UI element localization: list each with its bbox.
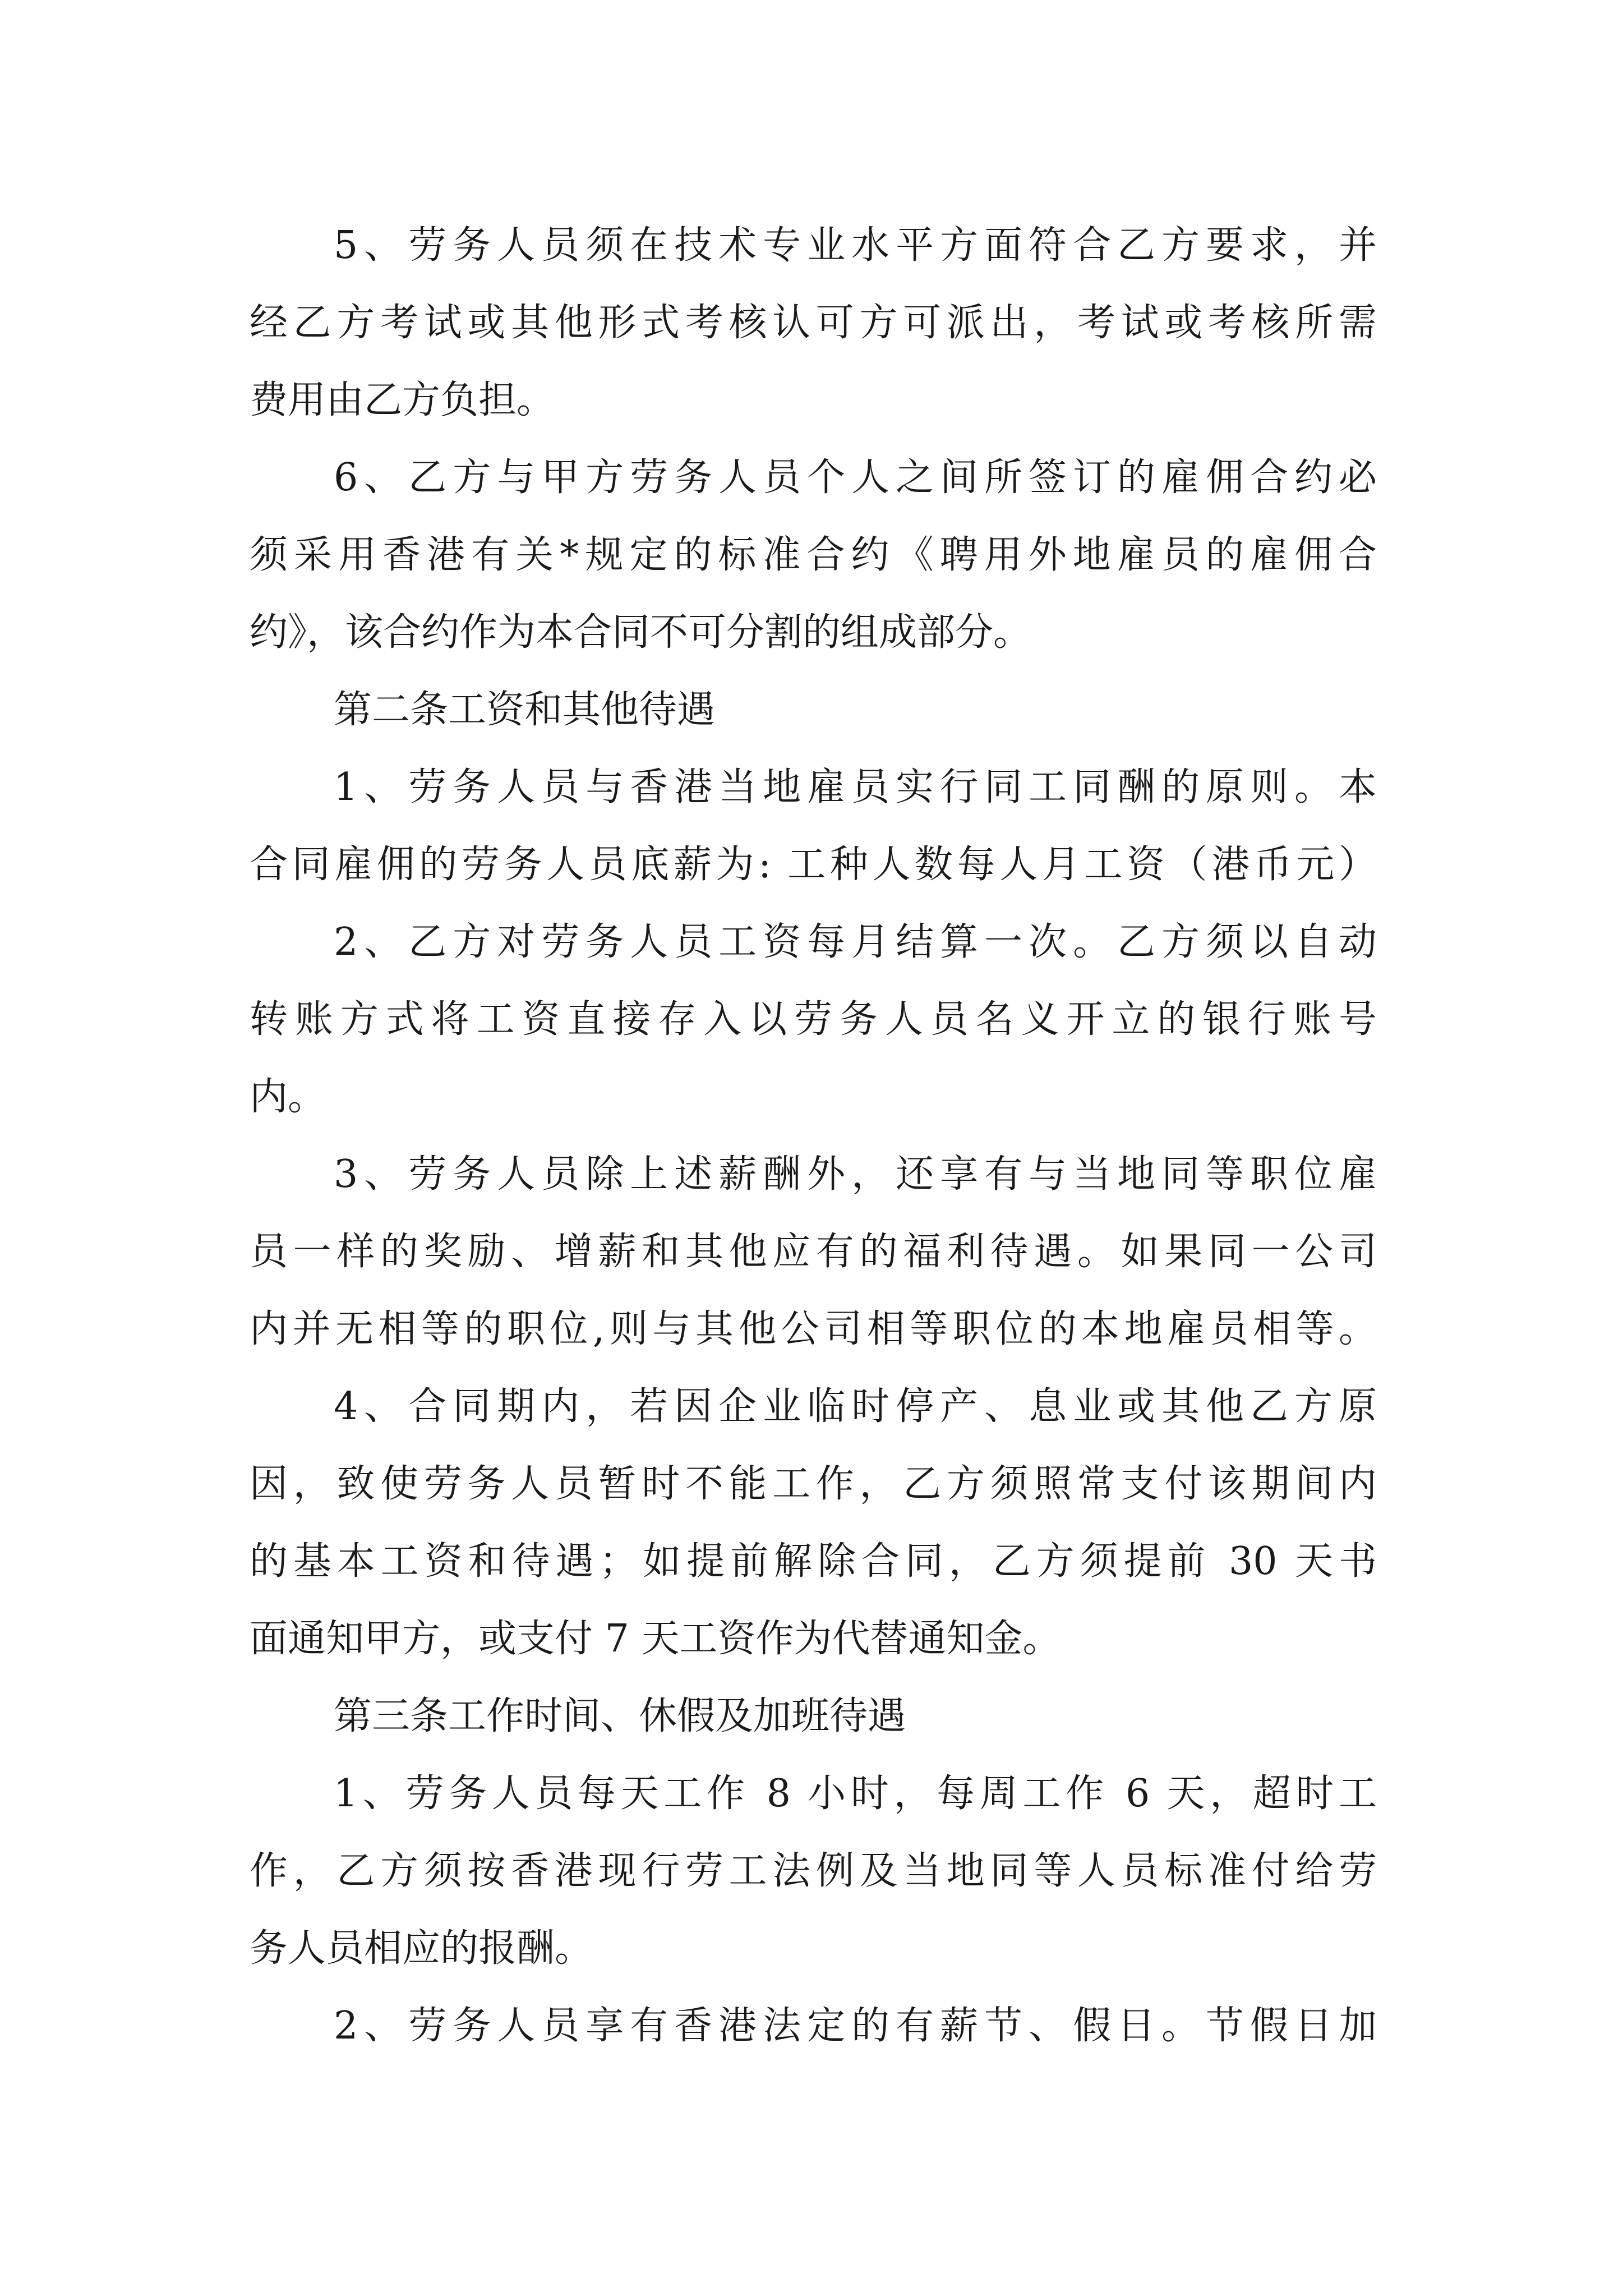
paragraph-5-line-1: 5、劳务人员须在技术专业水平方面符合乙方要求，并	[334, 223, 1377, 268]
article-3-item-1-line-2: 作，乙方须按香港现行劳工法例及当地同等人员标准付给劳	[250, 1849, 1377, 1893]
article-2-item-3-line-2: 员一样的奖励、增薪和其他应有的福利待遇。如果同一公司	[250, 1230, 1377, 1274]
article-2-item-4-line-1: 4、合同期内，若因企业临时停产、息业或其他乙方原	[334, 1384, 1377, 1429]
article-2-item-2-line-3: 内。	[250, 1075, 326, 1119]
paragraph-6-line-1: 6、乙方与甲方劳务人员个人之间所签订的雇佣合约必	[334, 455, 1377, 500]
article-3-item-1-line-1: 1、劳务人员每天工作 8 小时，每周工作 6 天，超时工	[334, 1772, 1377, 1816]
paragraph-6-line-3: 约》，该合约作为本合同不可分割的组成部分。	[250, 610, 1032, 655]
paragraph-5-line-3: 费用由乙方负担。	[250, 378, 555, 422]
paragraph-5-line-2: 经乙方考试或其他形式考核认可方可派出，考试或考核所需	[250, 301, 1377, 345]
article-2-item-3-line-1: 3、劳务人员除上述薪酬外，还享有与当地同等职位雇	[334, 1152, 1377, 1197]
article-3-heading: 第三条工作时间、休假及加班待遇	[334, 1694, 906, 1738]
article-3-item-1-line-3: 务人员相应的报酬。	[250, 1926, 593, 1971]
article-2-item-1-line-2: 合同雇佣的劳务人员底薪为: 工种人数每人月工资（港币元）	[250, 843, 1377, 887]
article-3-item-2-line-1: 2、劳务人员享有香港法定的有薪节、假日。节假日加	[334, 2004, 1377, 2048]
article-2-heading: 第二条工资和其他待遇	[334, 688, 716, 732]
article-2-item-4-line-4: 面通知甲方，或支付 7 天工资作为代替通知金。	[250, 1617, 1061, 1661]
paragraph-6-line-2: 须采用香港有关*规定的标准合约《聘用外地雇员的雇佣合	[250, 533, 1377, 577]
article-2-item-4-line-3: 的基本工资和待遇；如提前解除合同，乙方须提前 30 天书	[250, 1539, 1377, 1584]
article-2-item-1-line-1: 1、劳务人员与香港当地雇员实行同工同酬的原则。本	[334, 765, 1377, 809]
article-2-item-2-line-1: 2、乙方对劳务人员工资每月结算一次。乙方须以自动	[334, 920, 1377, 964]
article-2-item-4-line-2: 因，致使劳务人员暂时不能工作，乙方须照常支付该期间内	[250, 1462, 1377, 1506]
article-2-item-2-line-2: 转账方式将工资直接存入以劳务人员名义开立的银行账号	[250, 997, 1377, 1042]
article-2-item-3-line-3: 内并无相等的职位,则与其他公司相等职位的本地雇员相等。	[250, 1307, 1377, 1351]
